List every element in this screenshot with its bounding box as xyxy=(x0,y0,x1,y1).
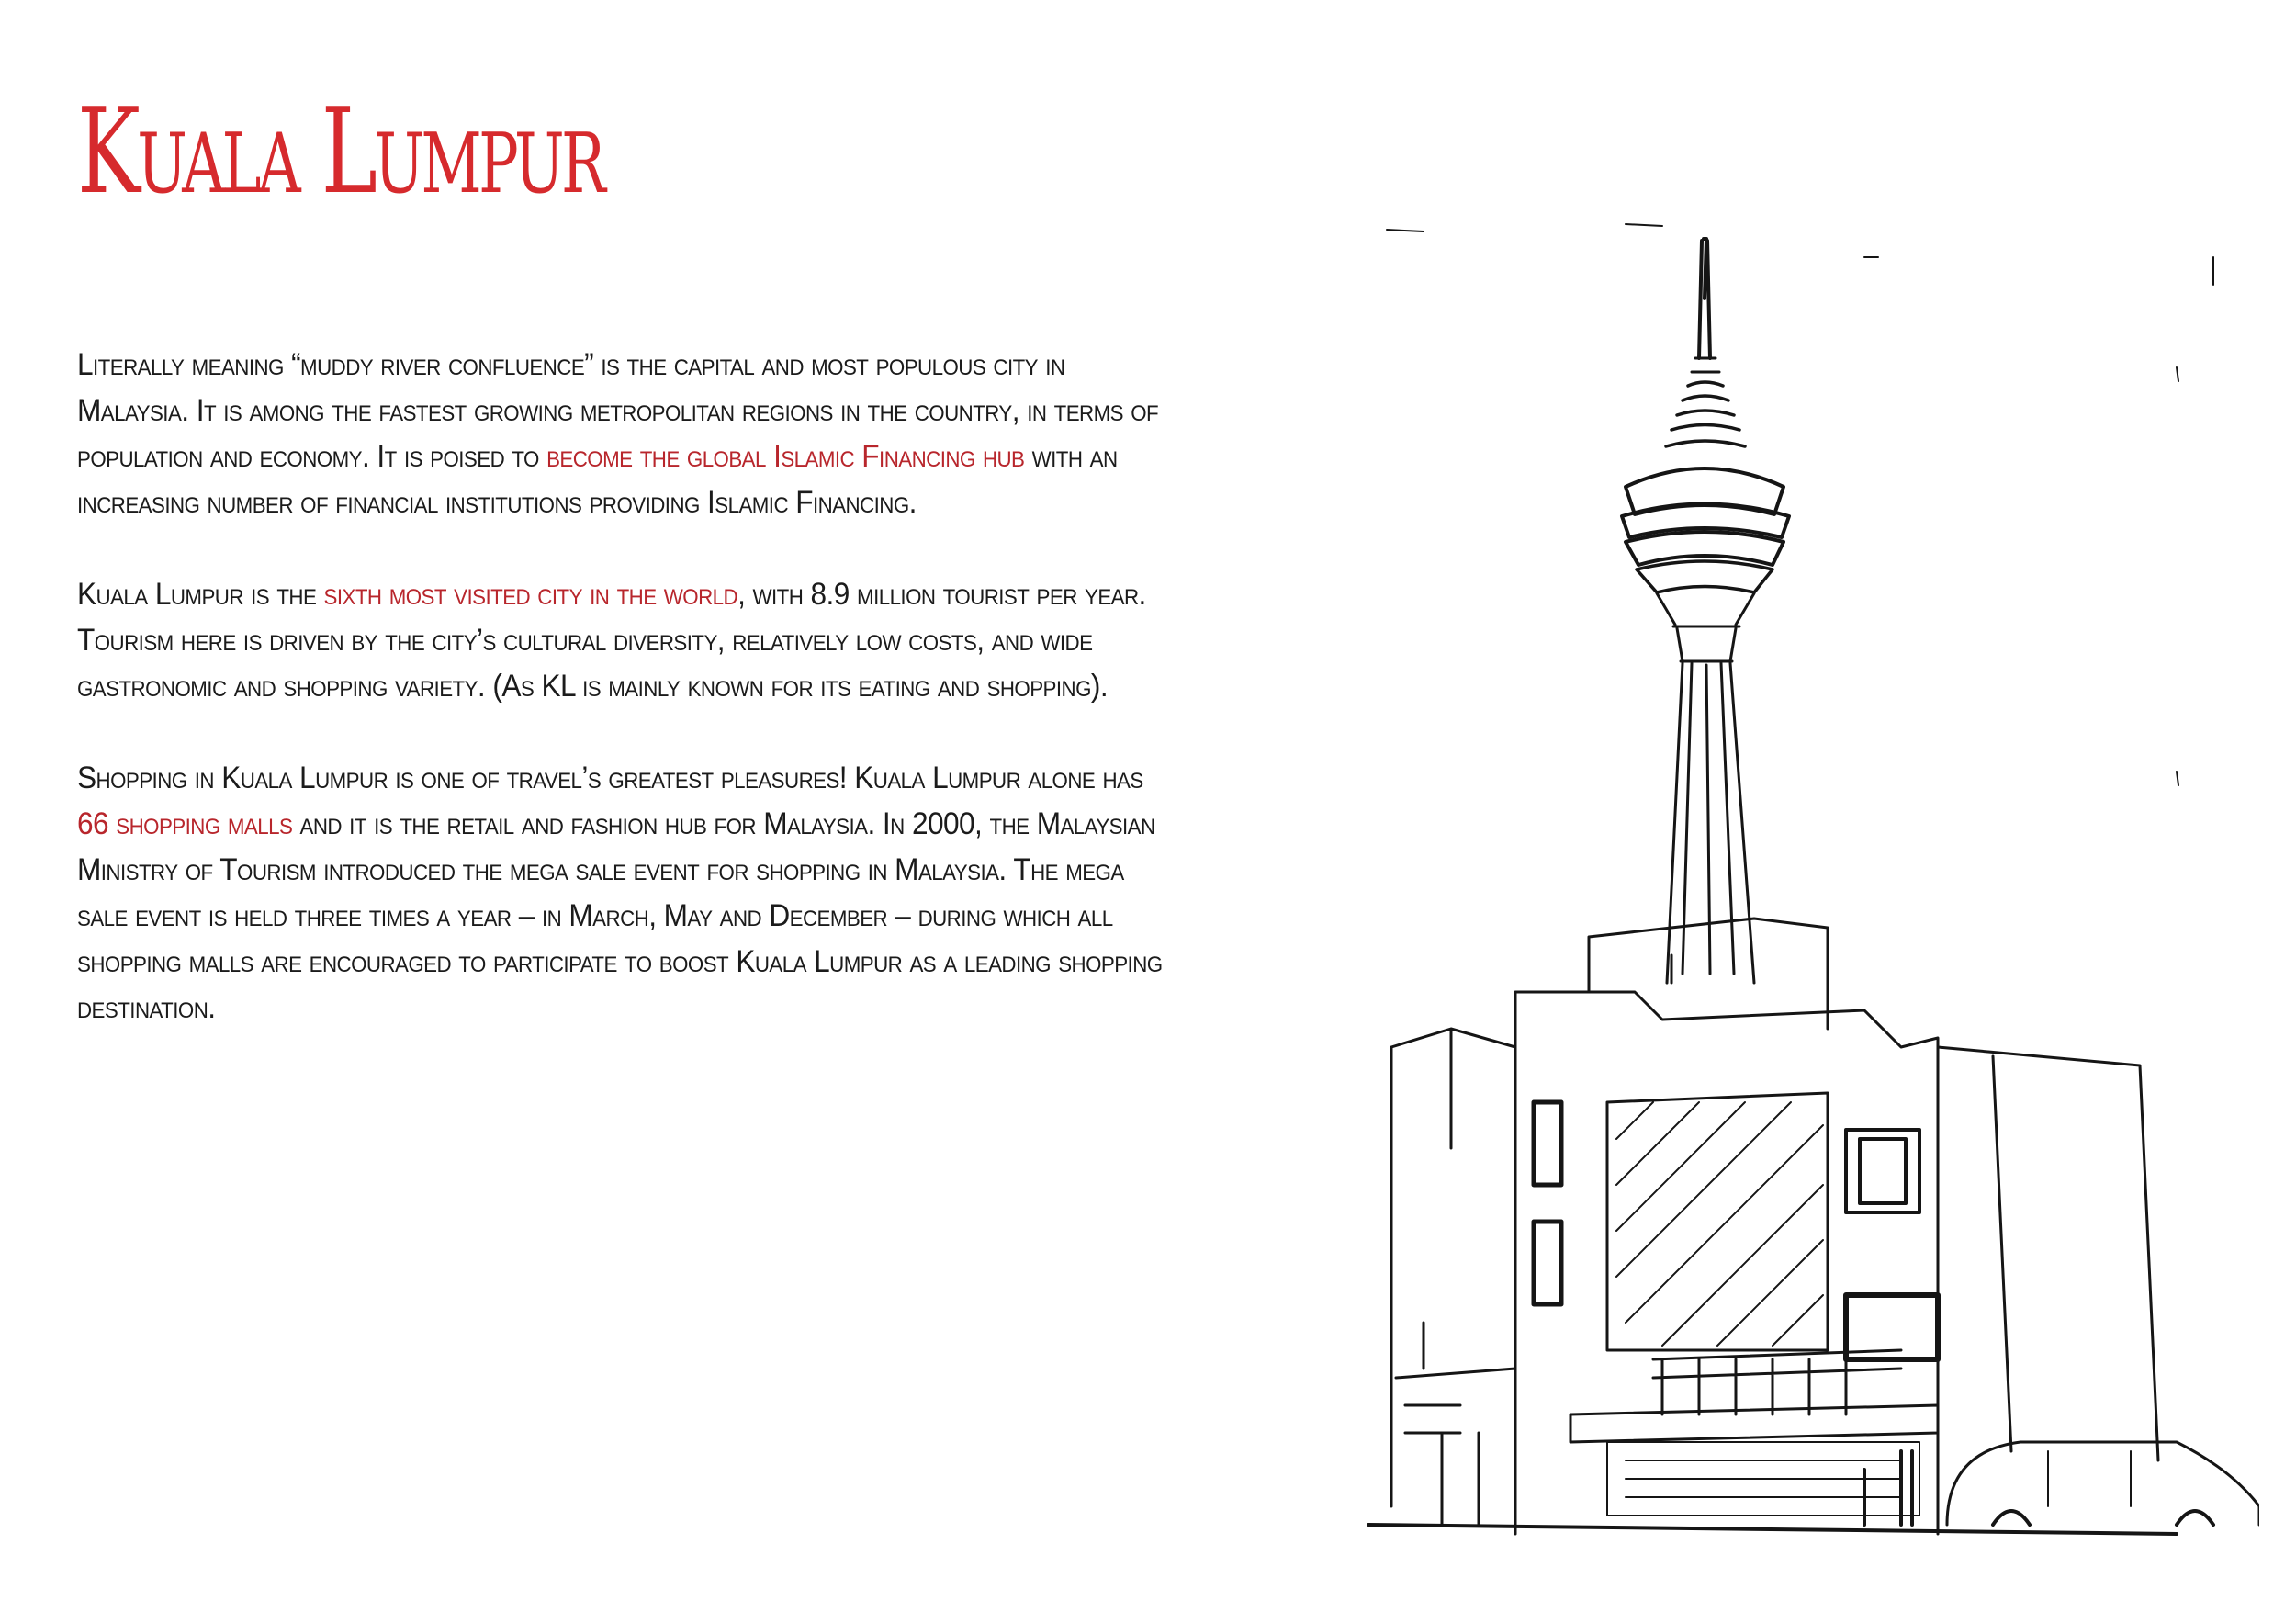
page-title: Kuala Lumpur xyxy=(77,84,603,220)
highlight-islamic-financing: become the global Islamic Financing hub xyxy=(546,439,1025,474)
paragraph-tourism: Kuala Lumpur is the sixth most visited city in the world, with 8.9 million tourist per year. Tourism here is driven by the city’s cultural diversity, relatively low costs, and wide gastronomic and shopping variety. (As KL is mainly known for its eating and shopping). xyxy=(77,577,1146,704)
paragraph-shopping: Shopping in Kuala Lumpur is one of travel’s greatest pleasures! Kuala Lumpur alone has 66 shopping malls and it is the retail and fashion hub for Malaysia. In 2000, the Malaysian Ministry of Tourism introduced the mega sale event for shopping in Malaysia. The mega sale event is held three times a year – in March, May and December – during which all shopping malls are encouraged to participate to boost Kuala Lumpur as a leading shopping destination. xyxy=(77,761,1163,1025)
body-text xyxy=(77,342,1170,1076)
paragraph-overview: Literally meaning “muddy river confluence” is the capital and most populous city in Malaysia. It is among the fastest growing metropolitan regions in the country, in terms of population and economy. It is poised to become the global Islamic Financing hub with an increasing number of financial institutions providing Islamic Financing. xyxy=(77,347,1159,520)
highlight-most-visited: sixth most visited city in the world xyxy=(323,577,738,612)
highlight-shopping-malls: 66 shopping malls xyxy=(77,806,293,841)
kl-tower-sketch xyxy=(1350,220,2259,1561)
